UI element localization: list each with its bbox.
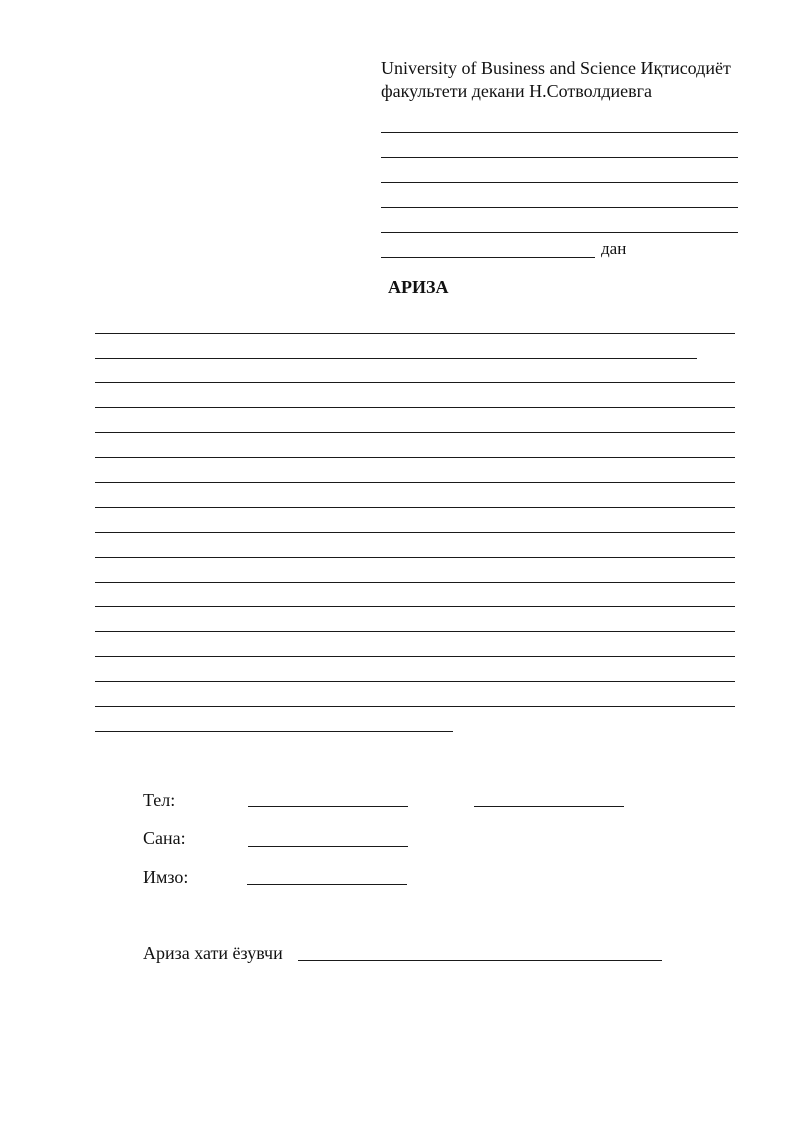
signature-label: Имзо: <box>143 867 189 887</box>
body-blank-line[interactable] <box>95 407 735 408</box>
addressee-block <box>381 57 761 103</box>
body-blank-line[interactable] <box>95 358 697 359</box>
from-suffix: дан <box>601 239 627 258</box>
body-blank-line[interactable] <box>95 731 453 732</box>
body-blank-line[interactable] <box>95 706 735 707</box>
body-blank-line[interactable] <box>95 507 735 508</box>
body-blank-line[interactable] <box>95 457 735 458</box>
body-blank-line[interactable] <box>95 656 735 657</box>
sender-blank-line[interactable] <box>381 182 738 183</box>
date-label: Сана: <box>143 828 186 848</box>
sender-blank-line[interactable] <box>381 132 738 133</box>
body-blank-line[interactable] <box>95 582 735 583</box>
phone-extra-blank-line[interactable] <box>474 806 624 807</box>
sender-blank-line[interactable] <box>381 207 738 208</box>
body-blank-line[interactable] <box>95 681 735 682</box>
writer-blank-line[interactable] <box>298 960 662 961</box>
writer-label: Ариза хати ёзувчи <box>143 943 283 963</box>
signature-blank-line[interactable] <box>247 884 407 885</box>
addressee-line-2: факультети декани Н.Сотволдиевга <box>381 81 652 101</box>
sender-blank-line[interactable] <box>381 157 738 158</box>
body-blank-line[interactable] <box>95 557 735 558</box>
body-blank-line[interactable] <box>95 606 735 607</box>
body-blank-line[interactable] <box>95 482 735 483</box>
addressee-line-1: University of Business and Science Иқтисодиёт <box>381 58 731 78</box>
date-blank-line[interactable] <box>248 846 408 847</box>
sender-name-blank-line[interactable] <box>381 257 595 258</box>
phone-label: Тел: <box>143 790 176 810</box>
sender-blank-line[interactable] <box>381 232 738 233</box>
body-blank-line[interactable] <box>95 333 735 334</box>
body-blank-line[interactable] <box>95 532 735 533</box>
phone-blank-line[interactable] <box>248 806 408 807</box>
document-title: АРИЗА <box>388 277 449 297</box>
body-blank-line[interactable] <box>95 382 735 383</box>
body-blank-line[interactable] <box>95 631 735 632</box>
body-blank-line[interactable] <box>95 432 735 433</box>
